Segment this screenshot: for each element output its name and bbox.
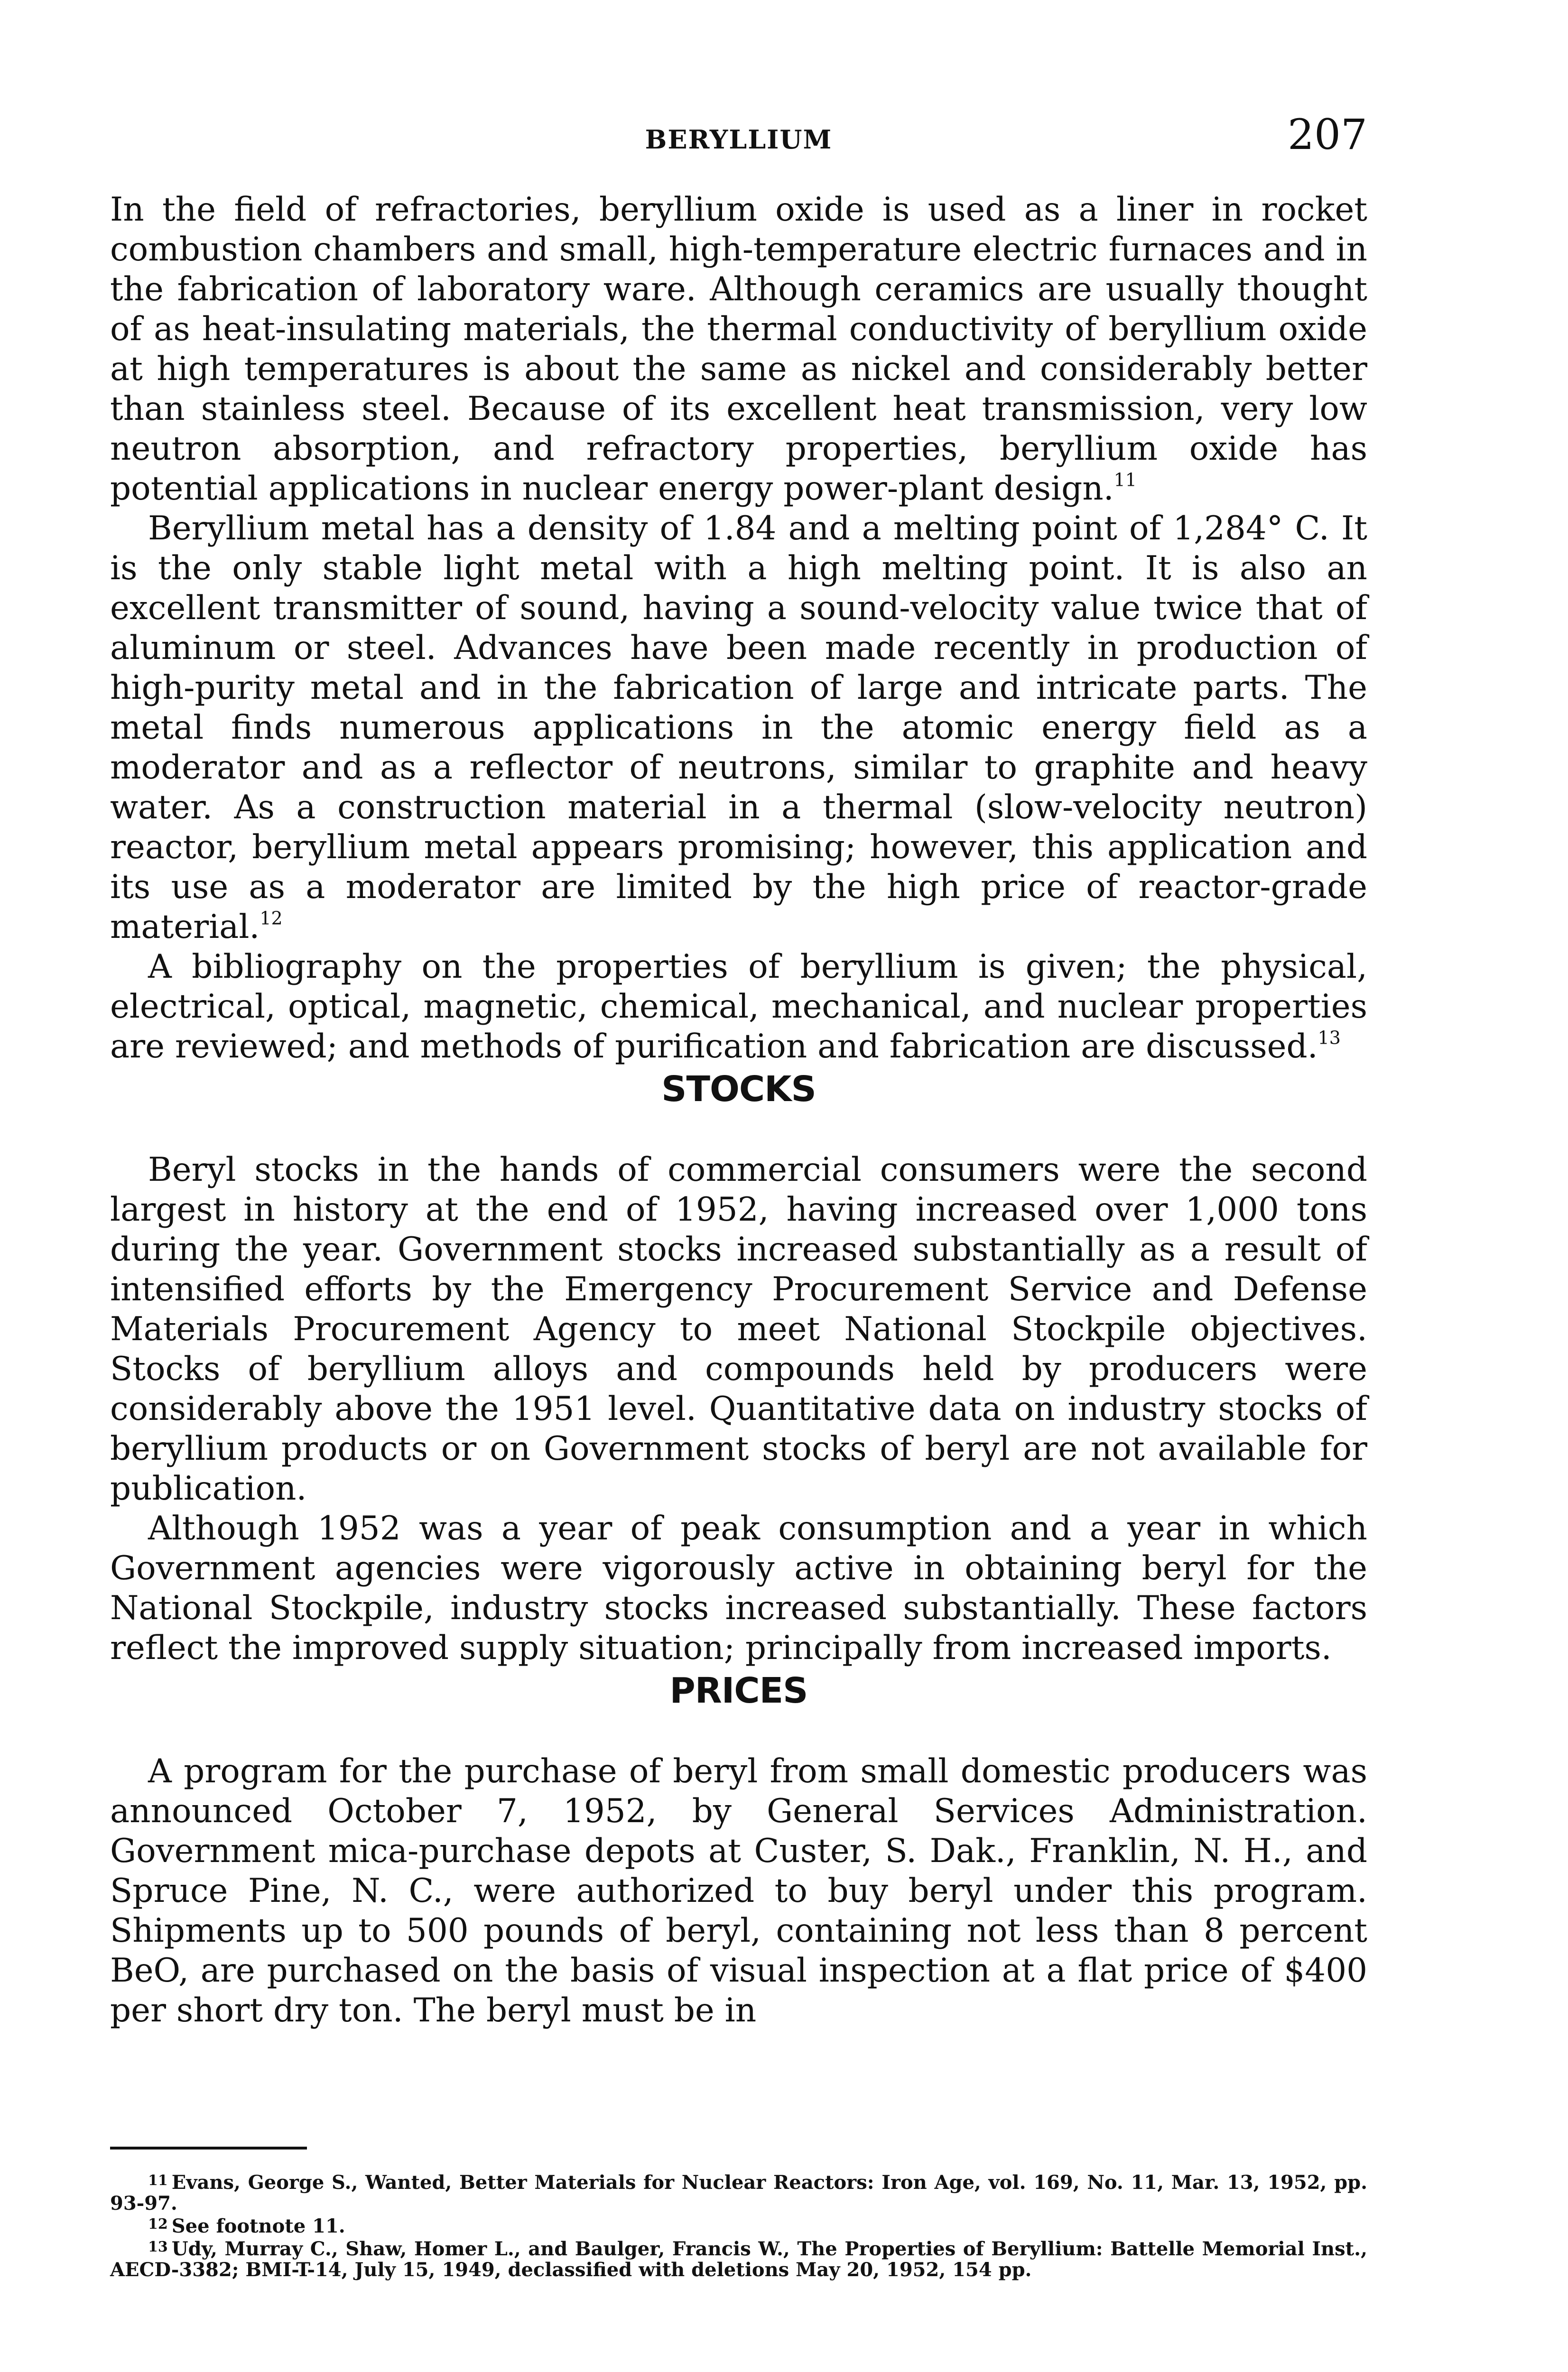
paragraph-peak-consumption: Although 1952 was a year of peak consumption and a year in which Government agencies were vigorously active in obtaining beryl for the National Stockpile, industry stocks increased substantially. These factors reflect the improved supply situation; principally from increased imports. (110, 1510, 1367, 1667)
footnote-marker: 12 (148, 2216, 168, 2233)
footnote-12 (110, 2214, 1367, 2237)
footnote-text: See footnote 11. (171, 2215, 345, 2237)
footnotes (110, 2170, 1367, 2280)
footnote-reference: 12 (260, 908, 283, 929)
footnote-divider (110, 2147, 307, 2150)
footnote-13 (110, 2237, 1367, 2280)
paragraph-beryllium-metal (110, 509, 1367, 947)
paragraph-bibliography (110, 947, 1367, 1066)
running-head (110, 110, 1367, 166)
footnote-11 (110, 2170, 1367, 2214)
paragraph-refractories (110, 190, 1367, 509)
section-heading-stocks: STOCKS (661, 1069, 816, 1110)
paragraph-beryl-stocks: Beryl stocks in the hands of commercial consumers were the second largest in history at the end of 1952, having increased over 1,000 tons during the year. Government stocks increased substantially as a result of intensified efforts by the Emergency Procurement Service and Defense Materials Procurement Agency to meet National Stockpile objectives. Stocks of beryllium alloys and compounds held by producers were considerably above the 1951 level. Quantitative data on industry stocks of beryllium products or on Government stocks of beryl are not available for publication. (110, 1151, 1367, 1508)
paragraph-text: In the field of refractories, beryllium oxide is used as a liner in rocket combustion chambers and small, high-temperature electric furnaces and in the fabrication of laboratory ware. Although ceramics are usually thought of as heat-insulating materials, the thermal conductivity of beryllium oxide at high temperatures is about the same as nickel and considerably better than stainless steel. Because of its excellent heat transmission, very low neutron absorption, and refractory properties, beryllium oxide has potential applications in nuclear energy power-plant design. (110, 191, 1367, 508)
footnote-marker: 11 (148, 2172, 168, 2189)
footnote-reference: 13 (1317, 1027, 1341, 1048)
running-title: BERYLLIUM (645, 124, 833, 155)
body-text (110, 190, 1367, 2030)
paragraph-purchase-program: A program for the purchase of beryl from small domestic producers was announced October 7, 1952, by General Services Administration. Government mica-purchase depots at Custer, S. Dak., Franklin, N. H., and Spruce Pine, N. C., were authorized to buy beryl under this program. Shipments up to 500 pounds of beryl, containing not less than 8 percent BeO, are purchased on the basis of visual inspection at a flat price of $400 per short dry ton. The beryl must be in (110, 1752, 1367, 2029)
footnote-text: Evans, George S., Wanted, Better Materials for Nuclear Reactors: Iron Age, vol. 169, No. 11, Mar. 13, 1952, pp. 93-97. (110, 2171, 1367, 2214)
footnote-marker: 13 (148, 2239, 168, 2255)
footnote-text: Udy, Murray C., Shaw, Homer L., and Baulger, Francis W., The Properties of Beryllium: Battelle Memorial Inst., AECD-3382; BMI-T-14, July 15, 1949, declassified with deletions May 20, 1952, 154 pp. (110, 2238, 1367, 2281)
footnote-reference: 11 (1113, 469, 1137, 491)
page-number: 207 (1288, 110, 1367, 159)
section-heading-prices: PRICES (669, 1670, 808, 1711)
paragraph-text: Beryllium metal has a density of 1.84 and a melting point of 1,284° C. It is the only stable light metal with a high melting point. It is also an excellent transmitter of sound, having a sound-velocity value twice that of aluminum or steel. Advances have been made recently in production of high-purity metal and in the fabrication of large and intricate parts. The metal finds numerous applications in the atomic energy field as a moderator and as a reflector of neutrons, similar to graphite and heavy water. As a construction material in a thermal (slow-velocity neutron) reactor, beryllium metal appears promising; however, this application and its use as a moderator are limited by the high price of reactor-grade material. (110, 510, 1367, 946)
paragraph-text: A bibliography on the properties of beryllium is given; the physical, electrical, optical, magnetic, chemical, mechanical, and nuclear properties are reviewed; and methods of purification and fabrication are discussed. (110, 948, 1367, 1066)
